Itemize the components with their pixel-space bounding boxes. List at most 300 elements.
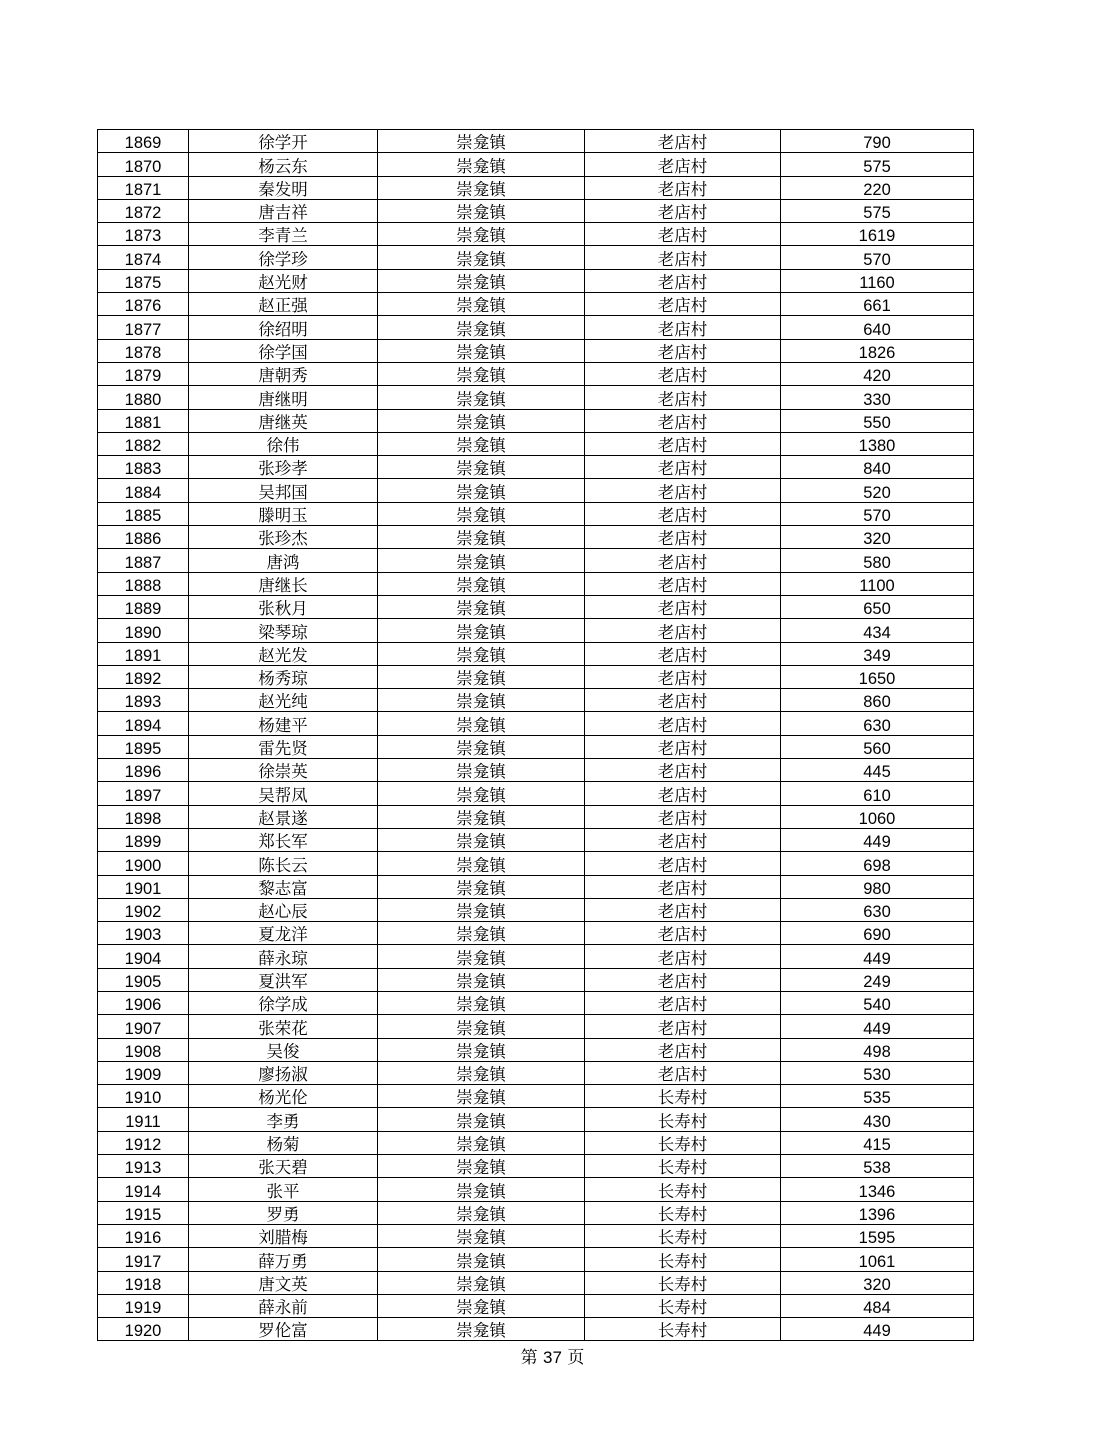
serial-number-cell: 1871 [98,176,189,199]
village-cell: 长寿村 [585,1178,781,1201]
town-cell: 崇龛镇 [378,269,585,292]
town-cell: 崇龛镇 [378,689,585,712]
village-cell: 老店村 [585,456,781,479]
amount-cell: 1061 [781,1248,974,1271]
serial-number-cell: 1881 [98,409,189,432]
village-cell: 老店村 [585,759,781,782]
village-cell: 老店村 [585,199,781,222]
village-cell: 老店村 [585,712,781,735]
town-cell: 崇龛镇 [378,1155,585,1178]
amount-cell: 1396 [781,1201,974,1224]
name-cell: 杨光伦 [189,1085,378,1108]
serial-number-cell: 1902 [98,898,189,921]
serial-number-cell: 1875 [98,269,189,292]
amount-cell: 249 [781,968,974,991]
serial-number-cell: 1885 [98,502,189,525]
town-cell: 崇龛镇 [378,223,585,246]
name-cell: 吴帮凤 [189,782,378,805]
serial-number-cell: 1879 [98,362,189,385]
serial-number-cell: 1900 [98,852,189,875]
town-cell: 崇龛镇 [378,1271,585,1294]
village-cell: 老店村 [585,991,781,1014]
serial-number-cell: 1891 [98,642,189,665]
town-cell: 崇龛镇 [378,1038,585,1061]
serial-number-cell: 1878 [98,339,189,362]
town-cell: 崇龛镇 [378,572,585,595]
village-cell: 老店村 [585,153,781,176]
name-cell: 赵光发 [189,642,378,665]
table-row [98,1108,974,1131]
table-row [98,246,974,269]
town-cell: 崇龛镇 [378,1131,585,1154]
town-cell: 崇龛镇 [378,968,585,991]
town-cell: 崇龛镇 [378,898,585,921]
serial-number-cell: 1905 [98,968,189,991]
serial-number-cell: 1906 [98,991,189,1014]
name-cell: 徐学珍 [189,246,378,269]
serial-number-cell: 1882 [98,432,189,455]
table-row [98,456,974,479]
table-row [98,339,974,362]
serial-number-cell: 1869 [98,130,189,153]
town-cell: 崇龛镇 [378,409,585,432]
table-row [98,1294,974,1317]
name-cell: 黎志富 [189,875,378,898]
amount-cell: 320 [781,1271,974,1294]
amount-cell: 1595 [781,1224,974,1247]
serial-number-cell: 1895 [98,735,189,758]
amount-cell: 575 [781,199,974,222]
serial-number-cell: 1917 [98,1248,189,1271]
table-row [98,875,974,898]
table-row [98,759,974,782]
serial-number-cell: 1899 [98,828,189,851]
town-cell: 崇龛镇 [378,991,585,1014]
town-cell: 崇龛镇 [378,1318,585,1341]
table-row [98,945,974,968]
village-cell: 长寿村 [585,1085,781,1108]
table-row [98,828,974,851]
serial-number-cell: 1915 [98,1201,189,1224]
amount-cell: 1650 [781,665,974,688]
serial-number-cell: 1889 [98,595,189,618]
table-row [98,782,974,805]
table-row [98,642,974,665]
village-cell: 老店村 [585,968,781,991]
table-row [98,735,974,758]
table-row [98,898,974,921]
village-cell: 长寿村 [585,1248,781,1271]
village-cell: 长寿村 [585,1294,781,1317]
amount-cell: 449 [781,945,974,968]
serial-number-cell: 1919 [98,1294,189,1317]
table-row [98,316,974,339]
data-table [97,129,974,1341]
serial-number-cell: 1886 [98,526,189,549]
amount-cell: 1060 [781,805,974,828]
amount-cell: 1100 [781,572,974,595]
serial-number-cell: 1894 [98,712,189,735]
name-cell: 赵心辰 [189,898,378,921]
name-cell: 唐文英 [189,1271,378,1294]
town-cell: 崇龛镇 [378,1248,585,1271]
table-row [98,1271,974,1294]
village-cell: 老店村 [585,386,781,409]
village-cell: 老店村 [585,595,781,618]
town-cell: 崇龛镇 [378,782,585,805]
village-cell: 老店村 [585,898,781,921]
town-cell: 崇龛镇 [378,153,585,176]
serial-number-cell: 1920 [98,1318,189,1341]
town-cell: 崇龛镇 [378,1294,585,1317]
town-cell: 崇龛镇 [378,875,585,898]
table-row [98,665,974,688]
amount-cell: 1619 [781,223,974,246]
table-row [98,712,974,735]
name-cell: 罗勇 [189,1201,378,1224]
village-cell: 老店村 [585,945,781,968]
serial-number-cell: 1909 [98,1061,189,1084]
amount-cell: 349 [781,642,974,665]
village-cell: 老店村 [585,502,781,525]
town-cell: 崇龛镇 [378,199,585,222]
town-cell: 崇龛镇 [378,595,585,618]
name-cell: 张天碧 [189,1155,378,1178]
town-cell: 崇龛镇 [378,852,585,875]
village-cell: 老店村 [585,642,781,665]
village-cell: 老店村 [585,362,781,385]
town-cell: 崇龛镇 [378,805,585,828]
name-cell: 吴邦国 [189,479,378,502]
table-row [98,922,974,945]
table-row [98,526,974,549]
name-cell: 刘腊梅 [189,1224,378,1247]
table-row [98,479,974,502]
name-cell: 赵景遂 [189,805,378,828]
name-cell: 赵光财 [189,269,378,292]
name-cell: 梁琴琼 [189,619,378,642]
serial-number-cell: 1896 [98,759,189,782]
table-row [98,386,974,409]
amount-cell: 575 [781,153,974,176]
table-row [98,852,974,875]
serial-number-cell: 1916 [98,1224,189,1247]
village-cell: 长寿村 [585,1108,781,1131]
name-cell: 薛永琼 [189,945,378,968]
village-cell: 长寿村 [585,1224,781,1247]
amount-cell: 570 [781,502,974,525]
village-cell: 老店村 [585,852,781,875]
amount-cell: 1160 [781,269,974,292]
name-cell: 杨秀琼 [189,665,378,688]
village-cell: 老店村 [585,1038,781,1061]
table-row [98,968,974,991]
village-cell: 老店村 [585,246,781,269]
footer-suffix: 页 [567,1348,585,1368]
serial-number-cell: 1914 [98,1178,189,1201]
name-cell: 雷先贤 [189,735,378,758]
table-row [98,595,974,618]
town-cell: 崇龛镇 [378,549,585,572]
amount-cell: 698 [781,852,974,875]
amount-cell: 430 [781,1108,974,1131]
serial-number-cell: 1907 [98,1015,189,1038]
serial-number-cell: 1873 [98,223,189,246]
name-cell: 薛永前 [189,1294,378,1317]
amount-cell: 560 [781,735,974,758]
table-row [98,619,974,642]
name-cell: 赵正强 [189,293,378,316]
table-row [98,223,974,246]
table-row [98,1061,974,1084]
town-cell: 崇龛镇 [378,246,585,269]
village-cell: 老店村 [585,339,781,362]
town-cell: 崇龛镇 [378,1061,585,1084]
name-cell: 唐继长 [189,572,378,595]
amount-cell: 860 [781,689,974,712]
amount-cell: 449 [781,828,974,851]
page-footer [0,1343,1105,1368]
footer-prefix: 第 [520,1348,538,1368]
town-cell: 崇龛镇 [378,642,585,665]
amount-cell: 538 [781,1155,974,1178]
town-cell: 崇龛镇 [378,1224,585,1247]
table-row [98,176,974,199]
village-cell: 长寿村 [585,1131,781,1154]
name-cell: 张珍孝 [189,456,378,479]
name-cell: 唐继英 [189,409,378,432]
amount-cell: 790 [781,130,974,153]
name-cell: 张珍杰 [189,526,378,549]
town-cell: 崇龛镇 [378,176,585,199]
town-cell: 崇龛镇 [378,1085,585,1108]
name-cell: 罗伦富 [189,1318,378,1341]
village-cell: 老店村 [585,432,781,455]
village-cell: 长寿村 [585,1318,781,1341]
table-row [98,1155,974,1178]
name-cell: 夏龙洋 [189,922,378,945]
town-cell: 崇龛镇 [378,362,585,385]
serial-number-cell: 1888 [98,572,189,595]
amount-cell: 610 [781,782,974,805]
amount-cell: 220 [781,176,974,199]
table-body [98,130,974,1341]
serial-number-cell: 1892 [98,665,189,688]
name-cell: 杨建平 [189,712,378,735]
table-row [98,1248,974,1271]
serial-number-cell: 1884 [98,479,189,502]
town-cell: 崇龛镇 [378,1015,585,1038]
table-row [98,572,974,595]
name-cell: 徐伟 [189,432,378,455]
serial-number-cell: 1877 [98,316,189,339]
amount-cell: 330 [781,386,974,409]
serial-number-cell: 1908 [98,1038,189,1061]
town-cell: 崇龛镇 [378,1108,585,1131]
town-cell: 崇龛镇 [378,502,585,525]
table-row [98,549,974,572]
name-cell: 唐继明 [189,386,378,409]
name-cell: 李勇 [189,1108,378,1131]
table-row [98,293,974,316]
town-cell: 崇龛镇 [378,293,585,316]
town-cell: 崇龛镇 [378,619,585,642]
amount-cell: 449 [781,1318,974,1341]
serial-number-cell: 1874 [98,246,189,269]
amount-cell: 320 [781,526,974,549]
village-cell: 老店村 [585,316,781,339]
amount-cell: 445 [781,759,974,782]
table-row [98,1038,974,1061]
name-cell: 张平 [189,1178,378,1201]
table-row [98,805,974,828]
name-cell: 徐学国 [189,339,378,362]
village-cell: 老店村 [585,922,781,945]
amount-cell: 1346 [781,1178,974,1201]
table-row [98,502,974,525]
serial-number-cell: 1912 [98,1131,189,1154]
amount-cell: 580 [781,549,974,572]
name-cell: 徐崇英 [189,759,378,782]
amount-cell: 434 [781,619,974,642]
village-cell: 老店村 [585,735,781,758]
village-cell: 老店村 [585,665,781,688]
village-cell: 老店村 [585,619,781,642]
name-cell: 吴俊 [189,1038,378,1061]
table-row [98,991,974,1014]
village-cell: 老店村 [585,572,781,595]
town-cell: 崇龛镇 [378,432,585,455]
village-cell: 老店村 [585,549,781,572]
serial-number-cell: 1870 [98,153,189,176]
table-row [98,1178,974,1201]
town-cell: 崇龛镇 [378,828,585,851]
table-row [98,1131,974,1154]
amount-cell: 1380 [781,432,974,455]
table-row [98,409,974,432]
name-cell: 杨菊 [189,1131,378,1154]
town-cell: 崇龛镇 [378,386,585,409]
village-cell: 老店村 [585,805,781,828]
town-cell: 崇龛镇 [378,130,585,153]
town-cell: 崇龛镇 [378,526,585,549]
table-row [98,130,974,153]
serial-number-cell: 1911 [98,1108,189,1131]
village-cell: 长寿村 [585,1271,781,1294]
town-cell: 崇龛镇 [378,456,585,479]
amount-cell: 540 [781,991,974,1014]
amount-cell: 415 [781,1131,974,1154]
name-cell: 唐朝秀 [189,362,378,385]
table-row [98,1085,974,1108]
table-row [98,1318,974,1341]
village-cell: 老店村 [585,526,781,549]
name-cell: 张荣花 [189,1015,378,1038]
serial-number-cell: 1872 [98,199,189,222]
village-cell: 老店村 [585,269,781,292]
name-cell: 秦发明 [189,176,378,199]
town-cell: 崇龛镇 [378,479,585,502]
village-cell: 老店村 [585,689,781,712]
town-cell: 崇龛镇 [378,339,585,362]
name-cell: 徐绍明 [189,316,378,339]
table-row [98,1224,974,1247]
name-cell: 李青兰 [189,223,378,246]
serial-number-cell: 1890 [98,619,189,642]
amount-cell: 640 [781,316,974,339]
serial-number-cell: 1910 [98,1085,189,1108]
serial-number-cell: 1887 [98,549,189,572]
table-row [98,199,974,222]
village-cell: 老店村 [585,293,781,316]
town-cell: 崇龛镇 [378,945,585,968]
village-cell: 老店村 [585,409,781,432]
amount-cell: 661 [781,293,974,316]
village-cell: 长寿村 [585,1155,781,1178]
serial-number-cell: 1876 [98,293,189,316]
serial-number-cell: 1904 [98,945,189,968]
name-cell: 陈长云 [189,852,378,875]
village-cell: 长寿村 [585,1201,781,1224]
name-cell: 唐吉祥 [189,199,378,222]
town-cell: 崇龛镇 [378,712,585,735]
town-cell: 崇龛镇 [378,665,585,688]
serial-number-cell: 1880 [98,386,189,409]
name-cell: 夏洪军 [189,968,378,991]
amount-cell: 840 [781,456,974,479]
amount-cell: 630 [781,898,974,921]
name-cell: 张秋月 [189,595,378,618]
amount-cell: 550 [781,409,974,432]
amount-cell: 535 [781,1085,974,1108]
table-row [98,362,974,385]
town-cell: 崇龛镇 [378,1178,585,1201]
table-row [98,689,974,712]
serial-number-cell: 1893 [98,689,189,712]
table-row [98,1201,974,1224]
amount-cell: 1826 [781,339,974,362]
name-cell: 郑长军 [189,828,378,851]
name-cell: 徐学成 [189,991,378,1014]
amount-cell: 420 [781,362,974,385]
town-cell: 崇龛镇 [378,735,585,758]
village-cell: 老店村 [585,176,781,199]
village-cell: 老店村 [585,223,781,246]
serial-number-cell: 1901 [98,875,189,898]
village-cell: 老店村 [585,479,781,502]
amount-cell: 498 [781,1038,974,1061]
name-cell: 徐学开 [189,130,378,153]
town-cell: 崇龛镇 [378,316,585,339]
name-cell: 薛万勇 [189,1248,378,1271]
table-row [98,153,974,176]
village-cell: 老店村 [585,1015,781,1038]
name-cell: 廖扬淑 [189,1061,378,1084]
table-row [98,432,974,455]
name-cell: 滕明玉 [189,502,378,525]
amount-cell: 630 [781,712,974,735]
town-cell: 崇龛镇 [378,759,585,782]
amount-cell: 484 [781,1294,974,1317]
serial-number-cell: 1913 [98,1155,189,1178]
town-cell: 崇龛镇 [378,1201,585,1224]
serial-number-cell: 1897 [98,782,189,805]
town-cell: 崇龛镇 [378,922,585,945]
serial-number-cell: 1918 [98,1271,189,1294]
amount-cell: 570 [781,246,974,269]
amount-cell: 650 [781,595,974,618]
table-row [98,1015,974,1038]
